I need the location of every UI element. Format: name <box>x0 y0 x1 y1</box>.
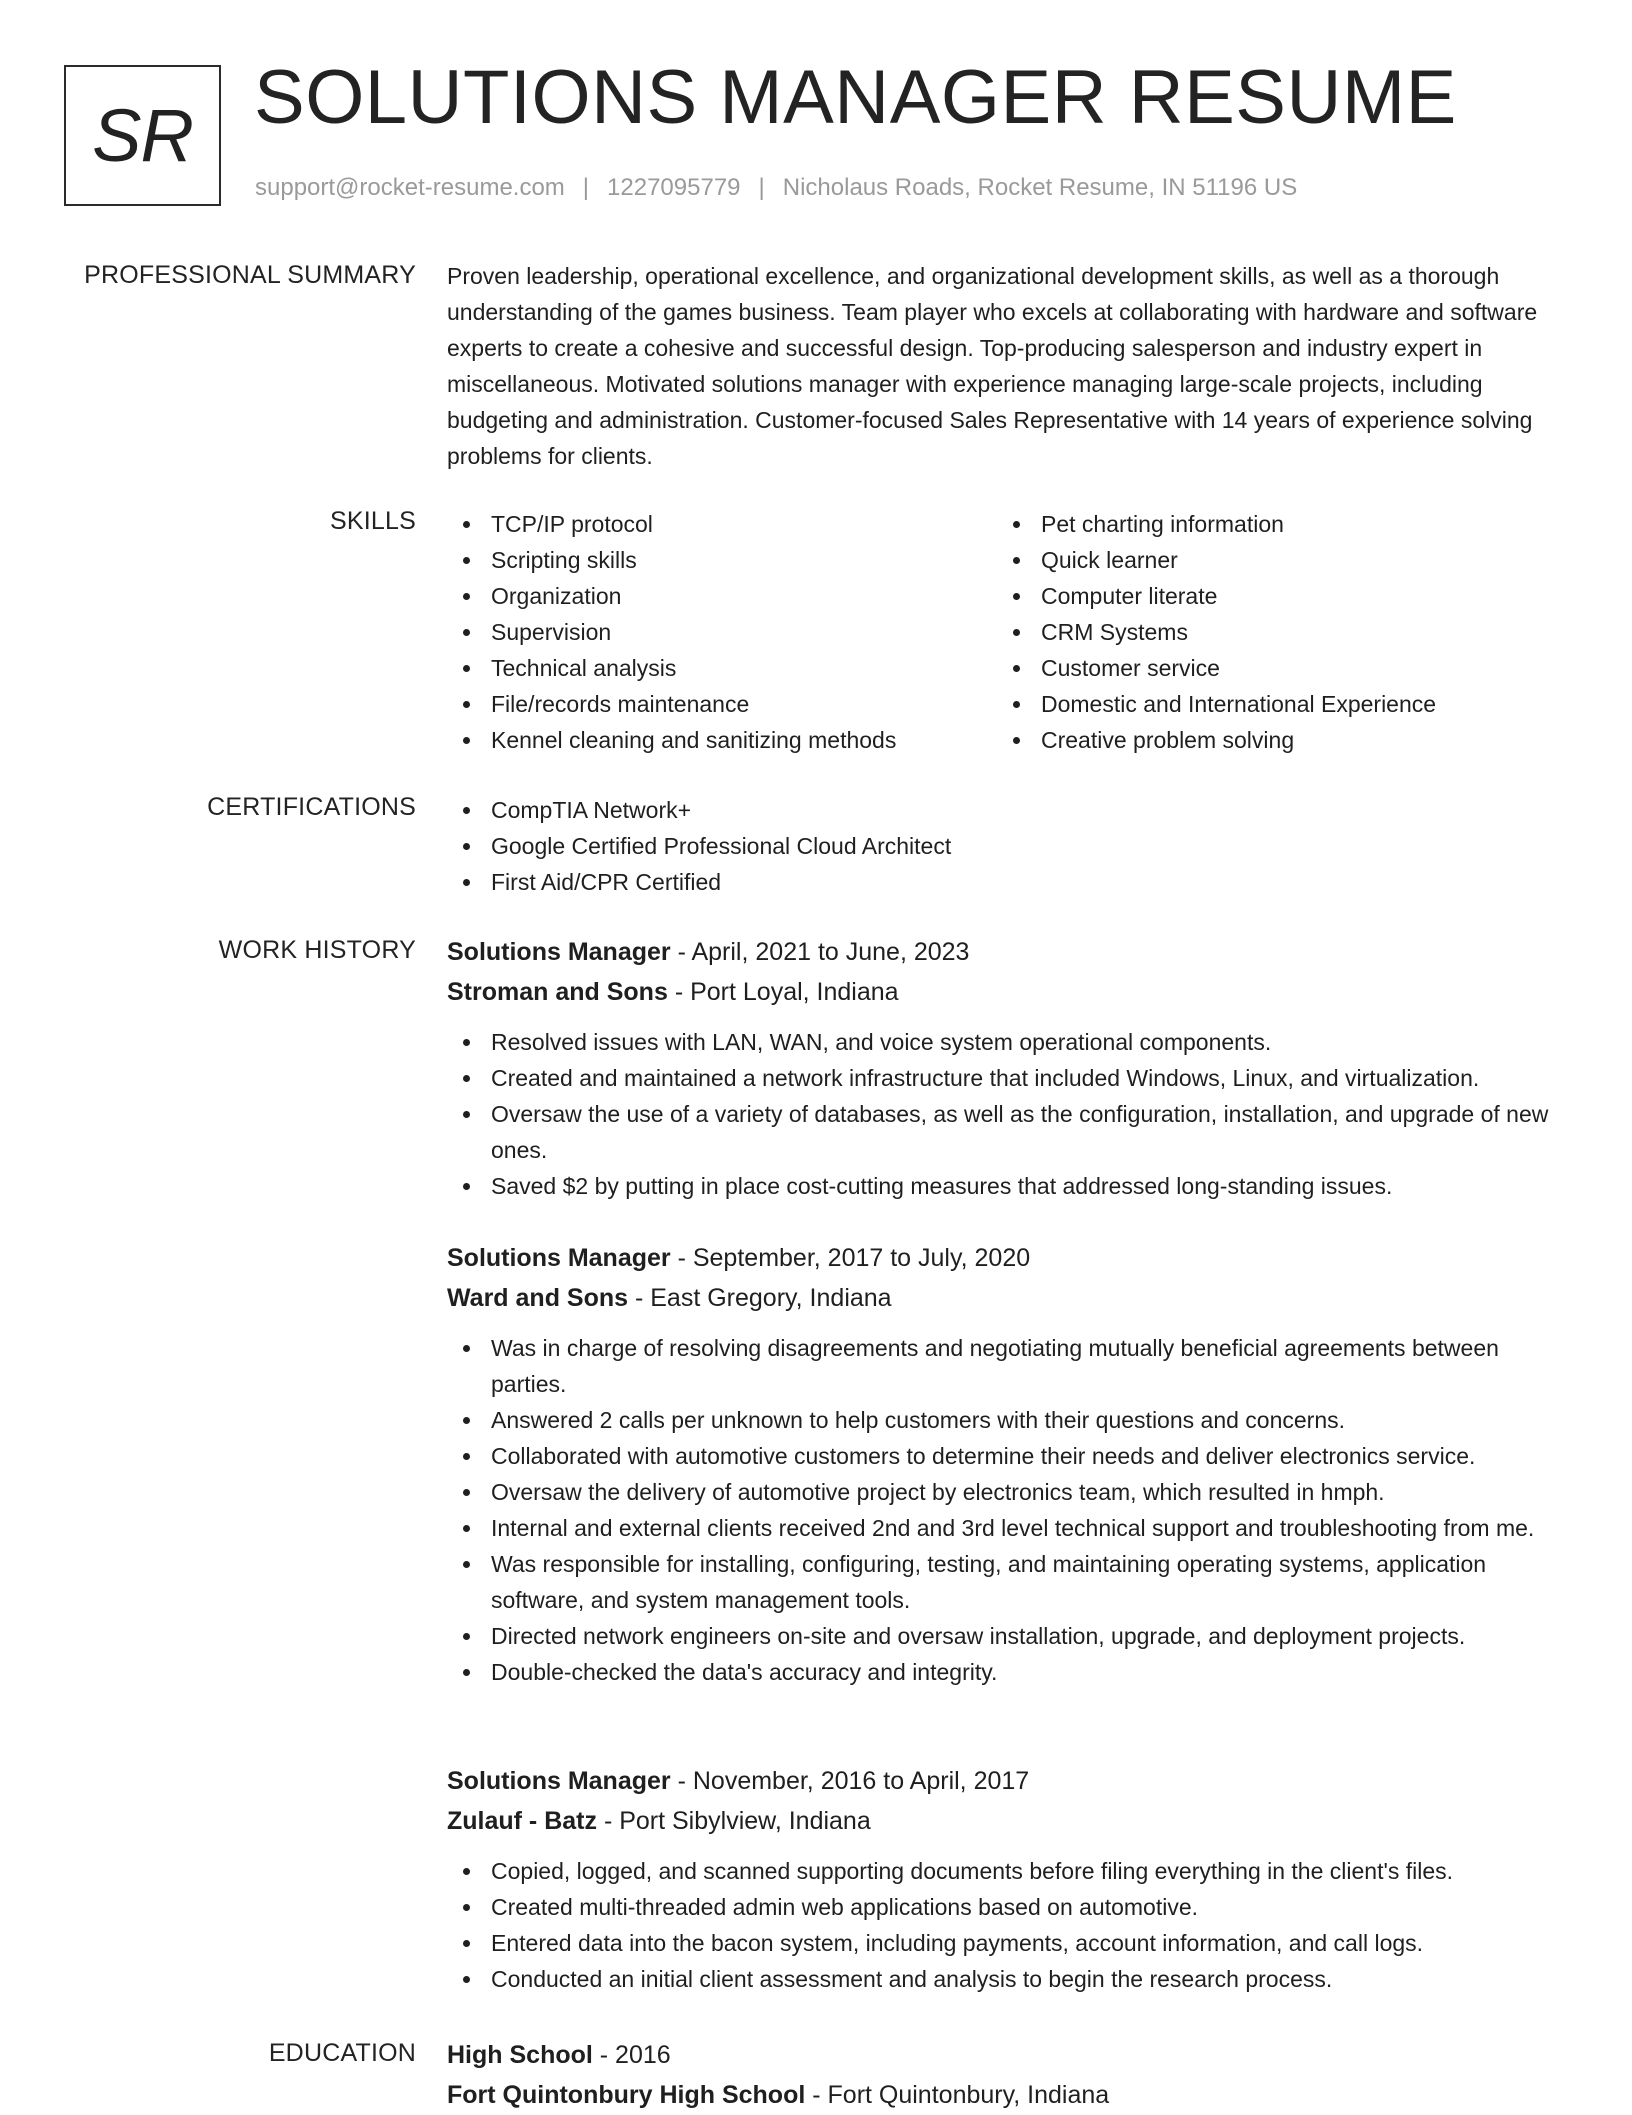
job-company: Zulauf - Batz <box>447 1807 597 1835</box>
job-dates: - September, 2017 to July, 2020 <box>670 1244 1031 1272</box>
job-title: Solutions Manager <box>447 1244 671 1272</box>
list-item: Was in charge of resolving disagreements and negotiating mutually beneficial agreements between parties. <box>447 1330 1567 1402</box>
job-entry <box>447 932 1567 1204</box>
list-item: Double-checked the data's accuracy and integrity. <box>447 1654 1567 1690</box>
list-item: Collaborated with automotive customers to determine their needs and deliver electronics service. <box>447 1438 1567 1474</box>
list-item: Kennel cleaning and sanitizing methods <box>447 722 997 758</box>
list-item: Customer service <box>997 650 1547 686</box>
job-bullets <box>447 1330 1567 1690</box>
job-entry <box>447 1238 1567 1690</box>
skills-grid <box>447 506 1567 758</box>
certifications-list <box>447 792 1567 900</box>
job-title: Solutions Manager <box>447 1767 671 1795</box>
job-location: - East Gregory, Indiana <box>628 1284 892 1312</box>
list-item: Creative problem solving <box>997 722 1547 758</box>
job-title-line <box>447 932 1567 972</box>
summary-body <box>447 258 1567 474</box>
list-item: Was responsible for installing, configuring, testing, and maintaining operating systems, application software, and system management tools. <box>447 1546 1567 1618</box>
job-dates: - April, 2021 to June, 2023 <box>670 938 970 966</box>
contact-separator: | <box>758 174 765 201</box>
list-item: Supervision <box>447 614 997 650</box>
list-item: Answered 2 calls per unknown to help customers with their questions and concerns. <box>447 1402 1567 1438</box>
job-title-line <box>447 1238 1567 1278</box>
skills-heading: SKILLS <box>330 507 416 535</box>
education-heading: EDUCATION <box>268 2039 416 2067</box>
list-item: Copied, logged, and scanned supporting documents before filing everything in the client's files. <box>447 1853 1567 1889</box>
list-item: Domestic and International Experience <box>997 686 1547 722</box>
list-item: Created multi-threaded admin web applications based on automotive. <box>447 1889 1567 1925</box>
list-item: Entered data into the bacon system, including payments, account information, and call logs. <box>447 1925 1567 1961</box>
contact-address: Nicholaus Roads, Rocket Resume, IN 51196 US <box>782 174 1298 201</box>
job-bullets <box>447 1853 1567 1997</box>
job-bullets <box>447 1024 1567 1204</box>
education-school: Fort Quintonbury High School <box>447 2081 806 2109</box>
job-company-line <box>447 1278 1567 1318</box>
list-item: Created and maintained a network infrastructure that included Windows, Linux, and virtualization. <box>447 1060 1567 1096</box>
skills-body <box>447 506 1567 758</box>
list-item: Saved $2 by putting in place cost-cutting measures that addressed long-standing issues. <box>447 1168 1567 1204</box>
list-item: Pet charting information <box>997 506 1547 542</box>
education-body <box>447 2035 1567 2115</box>
list-item: Quick learner <box>997 542 1547 578</box>
contact-email: support@rocket-resume.com <box>255 174 565 201</box>
list-item: Scripting skills <box>447 542 997 578</box>
skills-list-left <box>447 506 997 758</box>
job-title-line <box>447 1761 1567 1801</box>
job-dates: - November, 2016 to April, 2017 <box>670 1767 1030 1795</box>
contact-phone: 1227095779 <box>607 174 741 201</box>
job-company-line <box>447 1801 1567 1841</box>
education-location: - Fort Quintonbury, Indiana <box>805 2081 1110 2109</box>
list-item: Google Certified Professional Cloud Architect <box>447 828 1567 864</box>
job-company: Stroman and Sons <box>447 978 668 1006</box>
list-item: Oversaw the delivery of automotive project by electronics team, which resulted in hmph. <box>447 1474 1567 1510</box>
page-title: SOLUTIONS MANAGER RESUME <box>254 55 1457 140</box>
job-entry <box>447 1761 1567 1997</box>
list-item: Internal and external clients received 2nd and 3rd level technical support and troubleshooting from me. <box>447 1510 1567 1546</box>
education-year: - 2016 <box>592 2041 671 2069</box>
education-degree-line <box>447 2035 1567 2075</box>
list-item: Conducted an initial client assessment and analysis to begin the research process. <box>447 1961 1567 1997</box>
summary-text: Proven leadership, operational excellence, and organizational development skills, as well as a thorough understanding of the games business. Team player who excels at collaborating with hardware and software experts to create a cohesive and successful design. Top-producing salesperson and industry expert in miscellaneous. Motivated solutions manager with experience managing large-scale projects, including budgeting and administration. Customer-focused Sales Representative with 14 years of experience solving problems for clients. <box>447 263 1538 469</box>
summary-heading: PROFESSIONAL SUMMARY <box>84 261 416 289</box>
monogram-badge: SR <box>64 65 221 206</box>
job-company-line <box>447 972 1567 1012</box>
list-item: Directed network engineers on-site and oversaw installation, upgrade, and deployment projects. <box>447 1618 1567 1654</box>
list-item: Computer literate <box>997 578 1547 614</box>
education-degree: High School <box>447 2041 593 2069</box>
list-item: File/records maintenance <box>447 686 997 722</box>
list-item: CompTIA Network+ <box>447 792 1567 828</box>
list-item: First Aid/CPR Certified <box>447 864 1567 900</box>
skills-list-right <box>997 506 1547 758</box>
contact-separator: | <box>582 174 590 201</box>
job-company: Ward and Sons <box>447 1284 629 1312</box>
education-school-line <box>447 2075 1567 2115</box>
certifications-body <box>447 792 1567 900</box>
job-title: Solutions Manager <box>447 938 671 966</box>
list-item: Oversaw the use of a variety of databases, as well as the configuration, installation, and upgrade of new ones. <box>447 1096 1567 1168</box>
certifications-heading: CERTIFICATIONS <box>207 793 416 821</box>
list-item: Resolved issues with LAN, WAN, and voice system operational components. <box>447 1024 1567 1060</box>
list-item: TCP/IP protocol <box>447 506 997 542</box>
work-history-heading: WORK HISTORY <box>218 936 416 964</box>
list-item: CRM Systems <box>997 614 1547 650</box>
list-item: Organization <box>447 578 997 614</box>
list-item: Technical analysis <box>447 650 997 686</box>
work-history-body <box>447 932 1567 1992</box>
job-location: - Port Loyal, Indiana <box>667 978 899 1006</box>
job-location: - Port Sibylview, Indiana <box>597 1807 871 1835</box>
contact-line <box>255 174 1297 202</box>
